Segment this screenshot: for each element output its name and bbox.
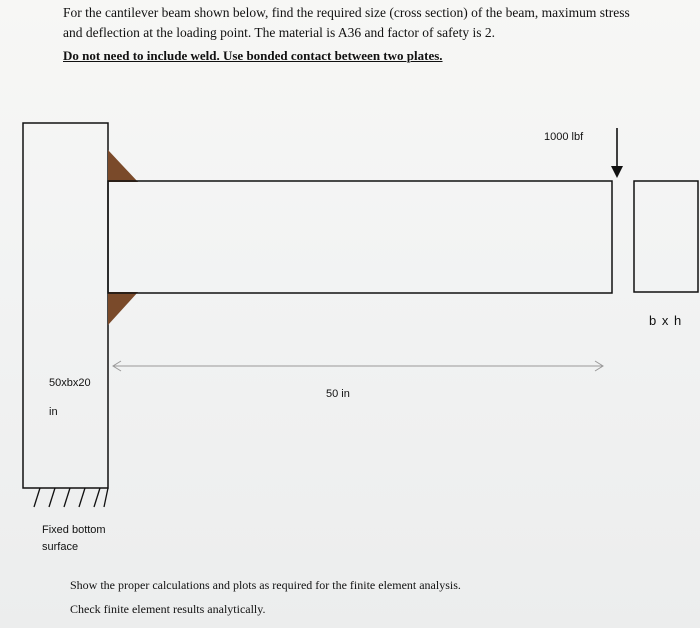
plate-size-label: 50xbx20	[49, 377, 91, 389]
support-plate	[23, 123, 108, 488]
weld-top	[108, 150, 138, 182]
length-dimension-arrow	[113, 361, 603, 371]
support-label-line1: Fixed bottom	[42, 524, 106, 536]
weld-bottom	[108, 292, 138, 325]
load-label: 1000 lbf	[544, 131, 584, 143]
section-label: b x h	[649, 313, 683, 328]
load-arrow	[611, 128, 623, 178]
footer-line-1: Show the proper calculations and plots as required for the finite element analysis.	[70, 578, 461, 592]
support-label-line2: surface	[42, 541, 79, 553]
instruction-note: Do not need to include weld. Use bonded contact between two plates.	[63, 48, 443, 63]
support-label	[42, 522, 132, 556]
problem-statement: For the cantilever beam shown below, find the required size (cross section) of the beam, maximum stress and deflection at the loading point. The material is A36 and factor of safety is 2.	[63, 5, 630, 40]
cross-section	[634, 181, 698, 292]
footer-line-2: Check finite element results analytically.	[70, 602, 266, 616]
fixed-support-hatch	[34, 488, 108, 507]
length-label: 50 in	[326, 388, 350, 400]
plate-size-unit: in	[49, 406, 58, 418]
beam	[108, 181, 612, 293]
